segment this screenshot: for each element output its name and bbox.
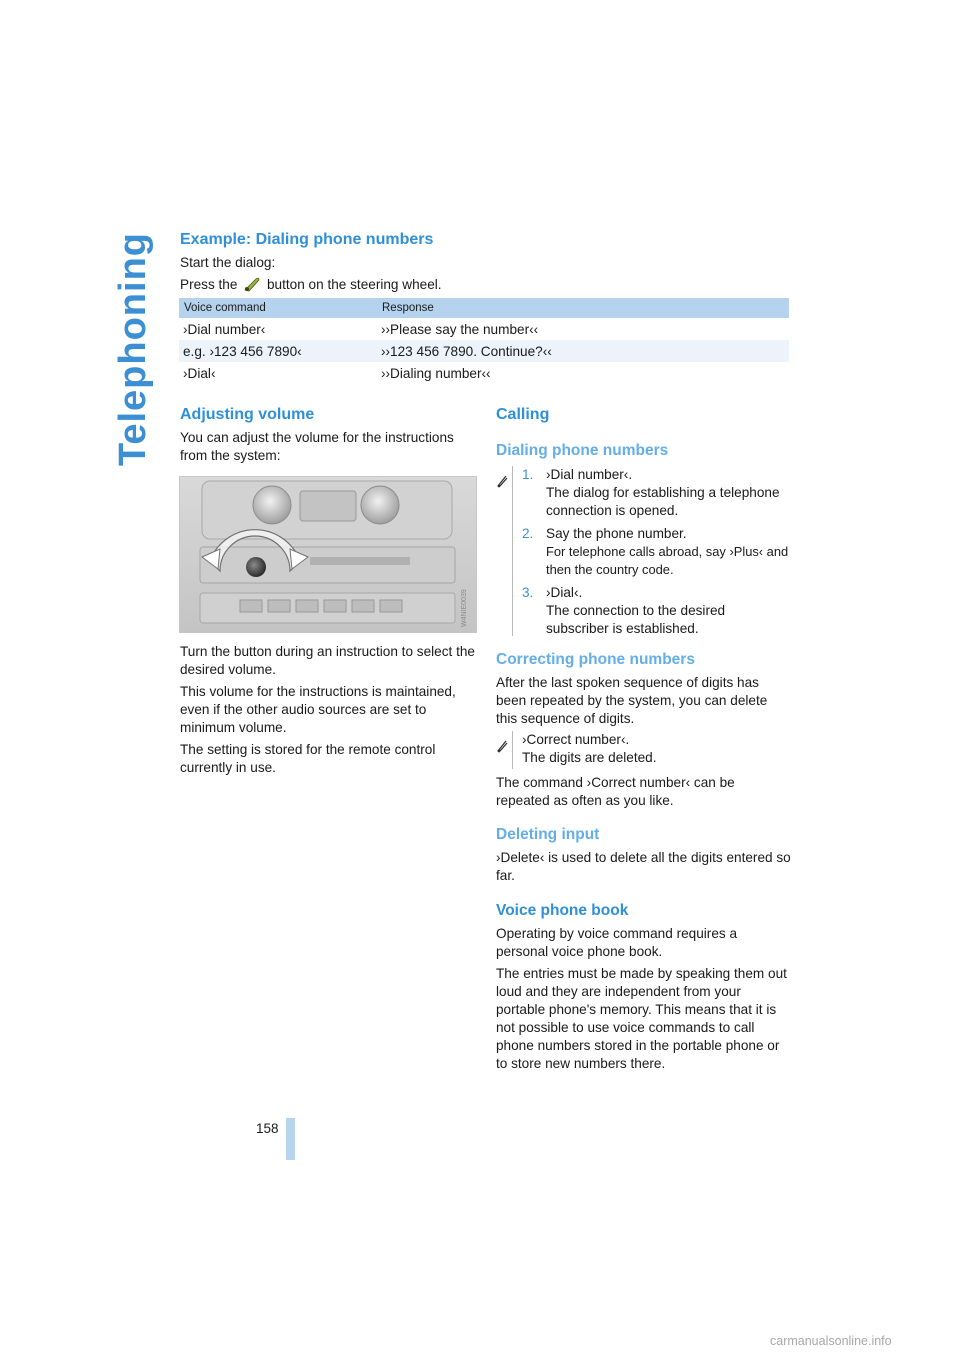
adjusting-volume-intro: You can adjust the volume for the instructions from the system: [180, 430, 454, 463]
page-number: 158 [256, 1121, 279, 1136]
voice-command-table [179, 298, 789, 384]
dialing-steps-note [496, 466, 790, 636]
watermark: carmanualsonline.info [770, 1334, 892, 1348]
correcting-heading: Correcting phone numbers [496, 651, 695, 668]
step-number: 1. [522, 467, 534, 482]
step-description: For telephone calls abroad, say ›Plus‹ and then the country code. [546, 544, 789, 577]
dialing-heading: Dialing phone numbers [496, 442, 669, 459]
table-cell: ››123 456 7890. Continue?‹‹ [377, 340, 789, 362]
volume-knob-photo [179, 476, 477, 633]
correct-number-note [496, 731, 790, 769]
table-cell: ›Dial number‹ [183, 321, 266, 337]
start-dialog-text: Start the dialog: [180, 255, 276, 270]
note-divider [512, 731, 513, 769]
example-heading: Example: Dialing phone numbers [180, 231, 434, 248]
note-command: ›Correct number‹. [522, 732, 630, 747]
table-row [179, 362, 789, 384]
section-tab: Telephoning [112, 232, 154, 467]
table-cell: ››Please say the number‹‹ [381, 321, 539, 337]
correcting-outro: The command ›Correct number‹ can be repeated as often as you like. [496, 775, 735, 808]
step-command: Say the phone number. [546, 526, 687, 541]
table-header-cell: Voice command [179, 298, 377, 318]
list-item [522, 584, 790, 638]
phonebook-heading: Voice phone book [496, 902, 629, 919]
photo-code-label: W4NIE0039 [461, 589, 468, 627]
table-cell: ››Dialing number‹‹ [381, 365, 491, 381]
phonebook-paragraph-2: The entries must be made by speaking them out loud and they are independent from your portable phone's memory. This means that it is not possible to use voice commands to call phone numbers stored in the portable phone or to store new numbers there. [496, 966, 787, 1071]
step-description: The connection to the desired subscriber is established. [546, 603, 726, 636]
steering-voice-button-icon [243, 276, 261, 297]
list-item [522, 466, 790, 520]
press-after-text: button on the steering wheel. [266, 277, 442, 292]
step-command: ›Dial number‹. [546, 467, 633, 482]
volume-paragraph-2: This volume for the instructions is maintained, even if the other audio sources are set to minimum volume. [180, 684, 456, 735]
note-divider [512, 466, 513, 636]
voice-command-icon [497, 474, 509, 493]
step-number: 3. [522, 585, 534, 600]
note-description: The digits are deleted. [522, 750, 657, 765]
correcting-intro: After the last spoken sequence of digits has been repeated by the system, you can delete this sequence of digits. [496, 675, 768, 726]
table-header-cell: Response [377, 298, 789, 318]
step-number: 2. [522, 526, 534, 541]
page-marker-bar [286, 1118, 295, 1160]
press-before-text: Press the [180, 277, 238, 292]
adjusting-volume-heading: Adjusting volume [180, 406, 315, 423]
table-row [179, 318, 789, 340]
list-item [522, 525, 790, 579]
table-header-row [179, 298, 789, 318]
volume-paragraph-3: The setting is stored for the remote control currently in use. [180, 742, 436, 775]
table-cell: e.g. ›123 456 7890‹ [179, 340, 377, 362]
table-row [179, 340, 789, 362]
press-button-text [180, 276, 600, 297]
table-cell: ›Dial‹ [183, 365, 216, 381]
voice-command-icon [497, 739, 509, 758]
volume-paragraph-1: Turn the button during an instruction to select the desired volume. [180, 644, 475, 677]
deleting-heading: Deleting input [496, 826, 600, 843]
step-command: ›Dial‹. [546, 585, 583, 600]
deleting-text: ›Delete‹ is used to delete all the digits entered so far. [496, 850, 791, 883]
step-description: The dialog for establishing a telephone connection is opened. [546, 485, 780, 518]
calling-heading: Calling [496, 406, 550, 423]
phonebook-paragraph-1: Operating by voice command requires a personal voice phone book. [496, 926, 738, 959]
